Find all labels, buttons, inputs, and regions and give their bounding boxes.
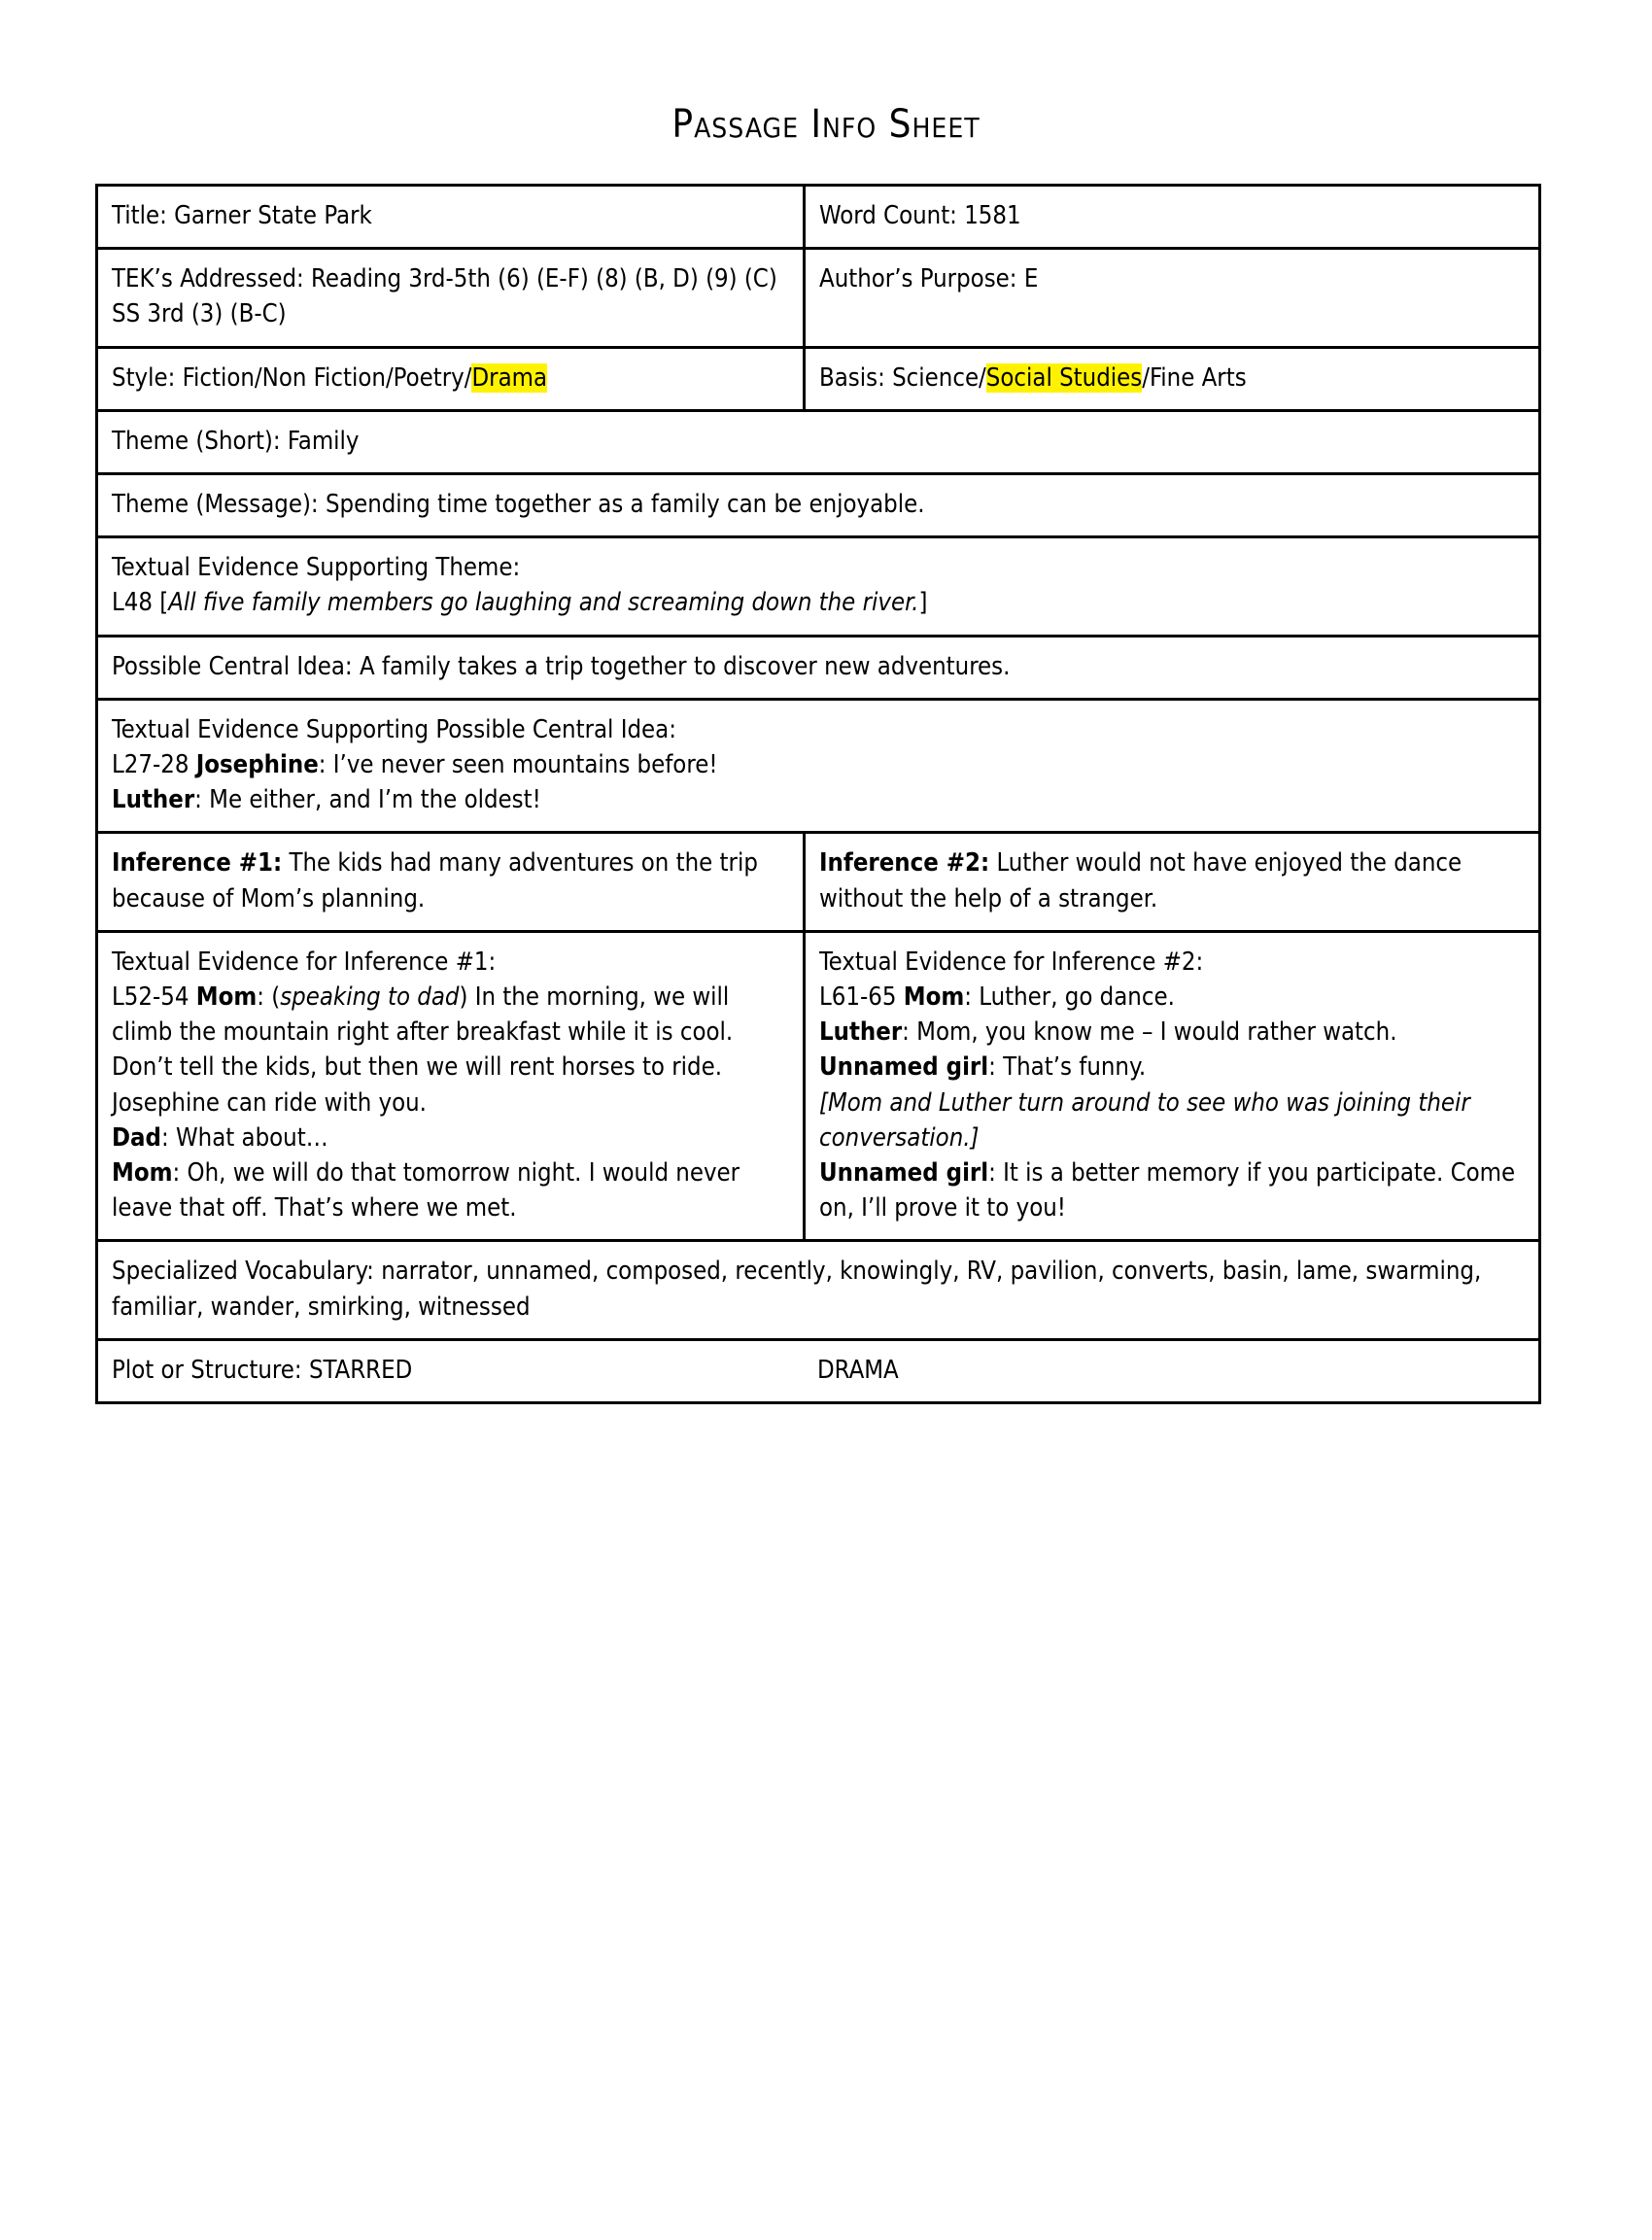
table-row xyxy=(97,474,1540,537)
inference-2-value: Luther would not have enjoyed the dance without the help of a stranger. xyxy=(819,848,1463,913)
evidence-1-label: Textual Evidence for Inference #1: xyxy=(112,947,497,977)
evidence-1-speaker-1: Mom xyxy=(195,982,258,1013)
evidence-2-text-1: : Luther, go dance. xyxy=(964,982,1175,1013)
table-row xyxy=(97,833,1540,931)
table-row xyxy=(97,699,1540,833)
cell-evidence-central xyxy=(97,699,1540,833)
evidence-2-quote-2 xyxy=(819,1015,1525,1050)
inference-1-value: The kids had many adventures on the trip because of Mom’s planning. xyxy=(112,848,758,913)
evidence-theme-quote-line xyxy=(112,585,1525,620)
evidence-2-speaker-3: Unnamed girl xyxy=(819,1052,989,1083)
evidence-central-line-1 xyxy=(112,747,1525,782)
evidence-2-text-4: : It is a better memory if you participate. Come on, I’ll prove it to you! xyxy=(819,1158,1516,1223)
table-row xyxy=(97,1241,1540,1339)
central-idea-value: A family takes a trip together to discover new adventures. xyxy=(359,651,1011,681)
evidence-1-speaker-2: Dad xyxy=(112,1122,161,1153)
table-row xyxy=(97,537,1540,636)
table-row xyxy=(97,249,1540,347)
evidence-1-quote-3 xyxy=(112,1155,789,1225)
evidence-central-label: Textual Evidence Supporting Possible Central Idea: xyxy=(112,714,676,744)
table-row xyxy=(97,347,1540,410)
basis-selected-highlight: Social Studies xyxy=(985,362,1143,393)
evidence-2-quote-4 xyxy=(819,1155,1525,1225)
evidence-central-speaker-2: Luther xyxy=(112,785,195,815)
theme-short-value: Family xyxy=(287,426,360,456)
table-row xyxy=(97,931,1540,1241)
table-row xyxy=(97,1339,1540,1402)
cell-title xyxy=(97,186,805,249)
evidence-2-speaker-4: Unnamed girl xyxy=(819,1158,989,1189)
evidence-2-quote-3 xyxy=(819,1050,1525,1085)
vocabulary-label: Specialized Vocabulary: xyxy=(112,1257,374,1287)
theme-message-value: Spending time together as a family can be enjoyable. xyxy=(325,490,925,520)
evidence-1-quote-1 xyxy=(112,980,789,1120)
cell-style xyxy=(97,347,805,410)
vocabulary-value: narrator, unnamed, composed, recently, knowingly, RV, pavilion, converts, basin, lame, swarming, familiar, wander, smirking, witnessed xyxy=(112,1257,1482,1322)
evidence-2-stage-direction: [Mom and Luther turn around to see who was joining their conversation.] xyxy=(819,1087,1470,1153)
basis-options-before: Science/ xyxy=(892,362,986,393)
authors-purpose-label: Author’s Purpose: xyxy=(819,264,1017,294)
table-row xyxy=(97,186,1540,249)
evidence-2-speaker-1: Mom xyxy=(903,982,965,1013)
evidence-theme-close: ] xyxy=(918,588,928,618)
evidence-central-quote-2: : Me either, and I’m the oldest! xyxy=(194,785,541,815)
cell-evidence-theme xyxy=(97,537,1540,636)
evidence-2-speaker-2: Luther xyxy=(819,1017,903,1048)
evidence-1-text-3: : Oh, we will do that tomorrow night. I would never leave that off. That’s where we met. xyxy=(112,1158,740,1223)
basis-options-after: /Fine Arts xyxy=(1142,362,1247,393)
cell-plot-structure xyxy=(97,1339,1540,1402)
evidence-1-quote-2 xyxy=(112,1120,789,1155)
evidence-2-label: Textual Evidence for Inference #2: xyxy=(819,947,1204,977)
cell-evidence-inference-1 xyxy=(97,931,805,1241)
inference-1-label: Inference #1: xyxy=(112,848,283,879)
evidence-1-text-1-post: ) In the morning, we will climb the mountain right after breakfast while it is cool. Don’t tell the kids, but then we will rent horses to ride. Josephine can ride with you. xyxy=(112,982,734,1118)
evidence-central-line-2 xyxy=(112,782,1525,817)
plot-label: Plot or Structure: xyxy=(112,1355,302,1385)
evidence-2-quote-1 xyxy=(819,980,1525,1015)
word-count-value: 1581 xyxy=(964,201,1021,230)
cell-theme-short xyxy=(97,410,1540,473)
theme-message-label: Theme (Message): xyxy=(112,490,319,520)
teks-label: TEK’s Addressed: xyxy=(112,264,304,294)
teks-line-1 xyxy=(112,261,789,296)
plot-genre-value: DRAMA xyxy=(817,1355,899,1385)
evidence-1-ref: L52-54 xyxy=(112,982,189,1013)
evidence-1-speaker-3: Mom xyxy=(112,1158,173,1189)
inference-2-label: Inference #2: xyxy=(819,848,990,879)
cell-inference-1 xyxy=(97,833,805,931)
cell-theme-message xyxy=(97,474,1540,537)
cell-teks xyxy=(97,249,805,347)
style-options: Fiction/Non Fiction/Poetry/ xyxy=(182,362,472,393)
evidence-theme-quote: All five family members go laughing and screaming down the river. xyxy=(168,588,919,618)
teks-value-line2: SS 3rd (3) (B-C) xyxy=(112,299,287,329)
table-row xyxy=(97,636,1540,699)
evidence-central-ref: L27-28 xyxy=(112,750,189,780)
evidence-theme-ref: L48 [ xyxy=(112,588,169,618)
page-title: Passage Info Sheet xyxy=(671,102,981,147)
evidence-2-ref: L61-65 xyxy=(819,982,897,1013)
authors-purpose-value: E xyxy=(1023,264,1039,294)
cell-vocabulary xyxy=(97,1241,1540,1339)
plot-value: STARRED xyxy=(308,1355,413,1385)
basis-label: Basis: xyxy=(819,362,885,393)
evidence-theme-label: Textual Evidence Supporting Theme: xyxy=(112,553,521,583)
evidence-2-text-2: : Mom, you know me – I would rather watch. xyxy=(902,1017,1397,1048)
title-label: Title: xyxy=(112,201,167,230)
evidence-1-stage-direction: speaking to dad xyxy=(280,982,460,1013)
central-idea-label: Possible Central Idea: xyxy=(112,651,353,681)
style-selected-highlight: Drama xyxy=(471,362,548,393)
evidence-central-quote-1: : I’ve never seen mountains before! xyxy=(318,750,718,780)
cell-authors-purpose xyxy=(805,249,1540,347)
evidence-2-text-3: : That’s funny. xyxy=(988,1052,1147,1083)
theme-short-label: Theme (Short): xyxy=(112,426,281,456)
table-row xyxy=(97,410,1540,473)
cell-word-count xyxy=(805,186,1540,249)
evidence-1-text-1-pre: : ( xyxy=(257,982,281,1013)
word-count-label: Word Count: xyxy=(819,201,957,230)
cell-inference-2 xyxy=(805,833,1540,931)
cell-central-idea xyxy=(97,636,1540,699)
style-label: Style: xyxy=(112,362,176,393)
evidence-central-speaker-1: Josephine xyxy=(195,750,319,780)
cell-evidence-inference-2 xyxy=(805,931,1540,1241)
passage-info-sheet-page xyxy=(0,102,1652,2240)
cell-basis xyxy=(805,347,1540,410)
passage-info-table xyxy=(95,184,1541,1404)
teks-value-line1: Reading 3rd-5th (6) (E-F) (8) (B, D) (9) (C) xyxy=(311,264,777,294)
evidence-1-text-2: : What about… xyxy=(160,1122,328,1153)
title-value: Garner State Park xyxy=(174,201,372,230)
